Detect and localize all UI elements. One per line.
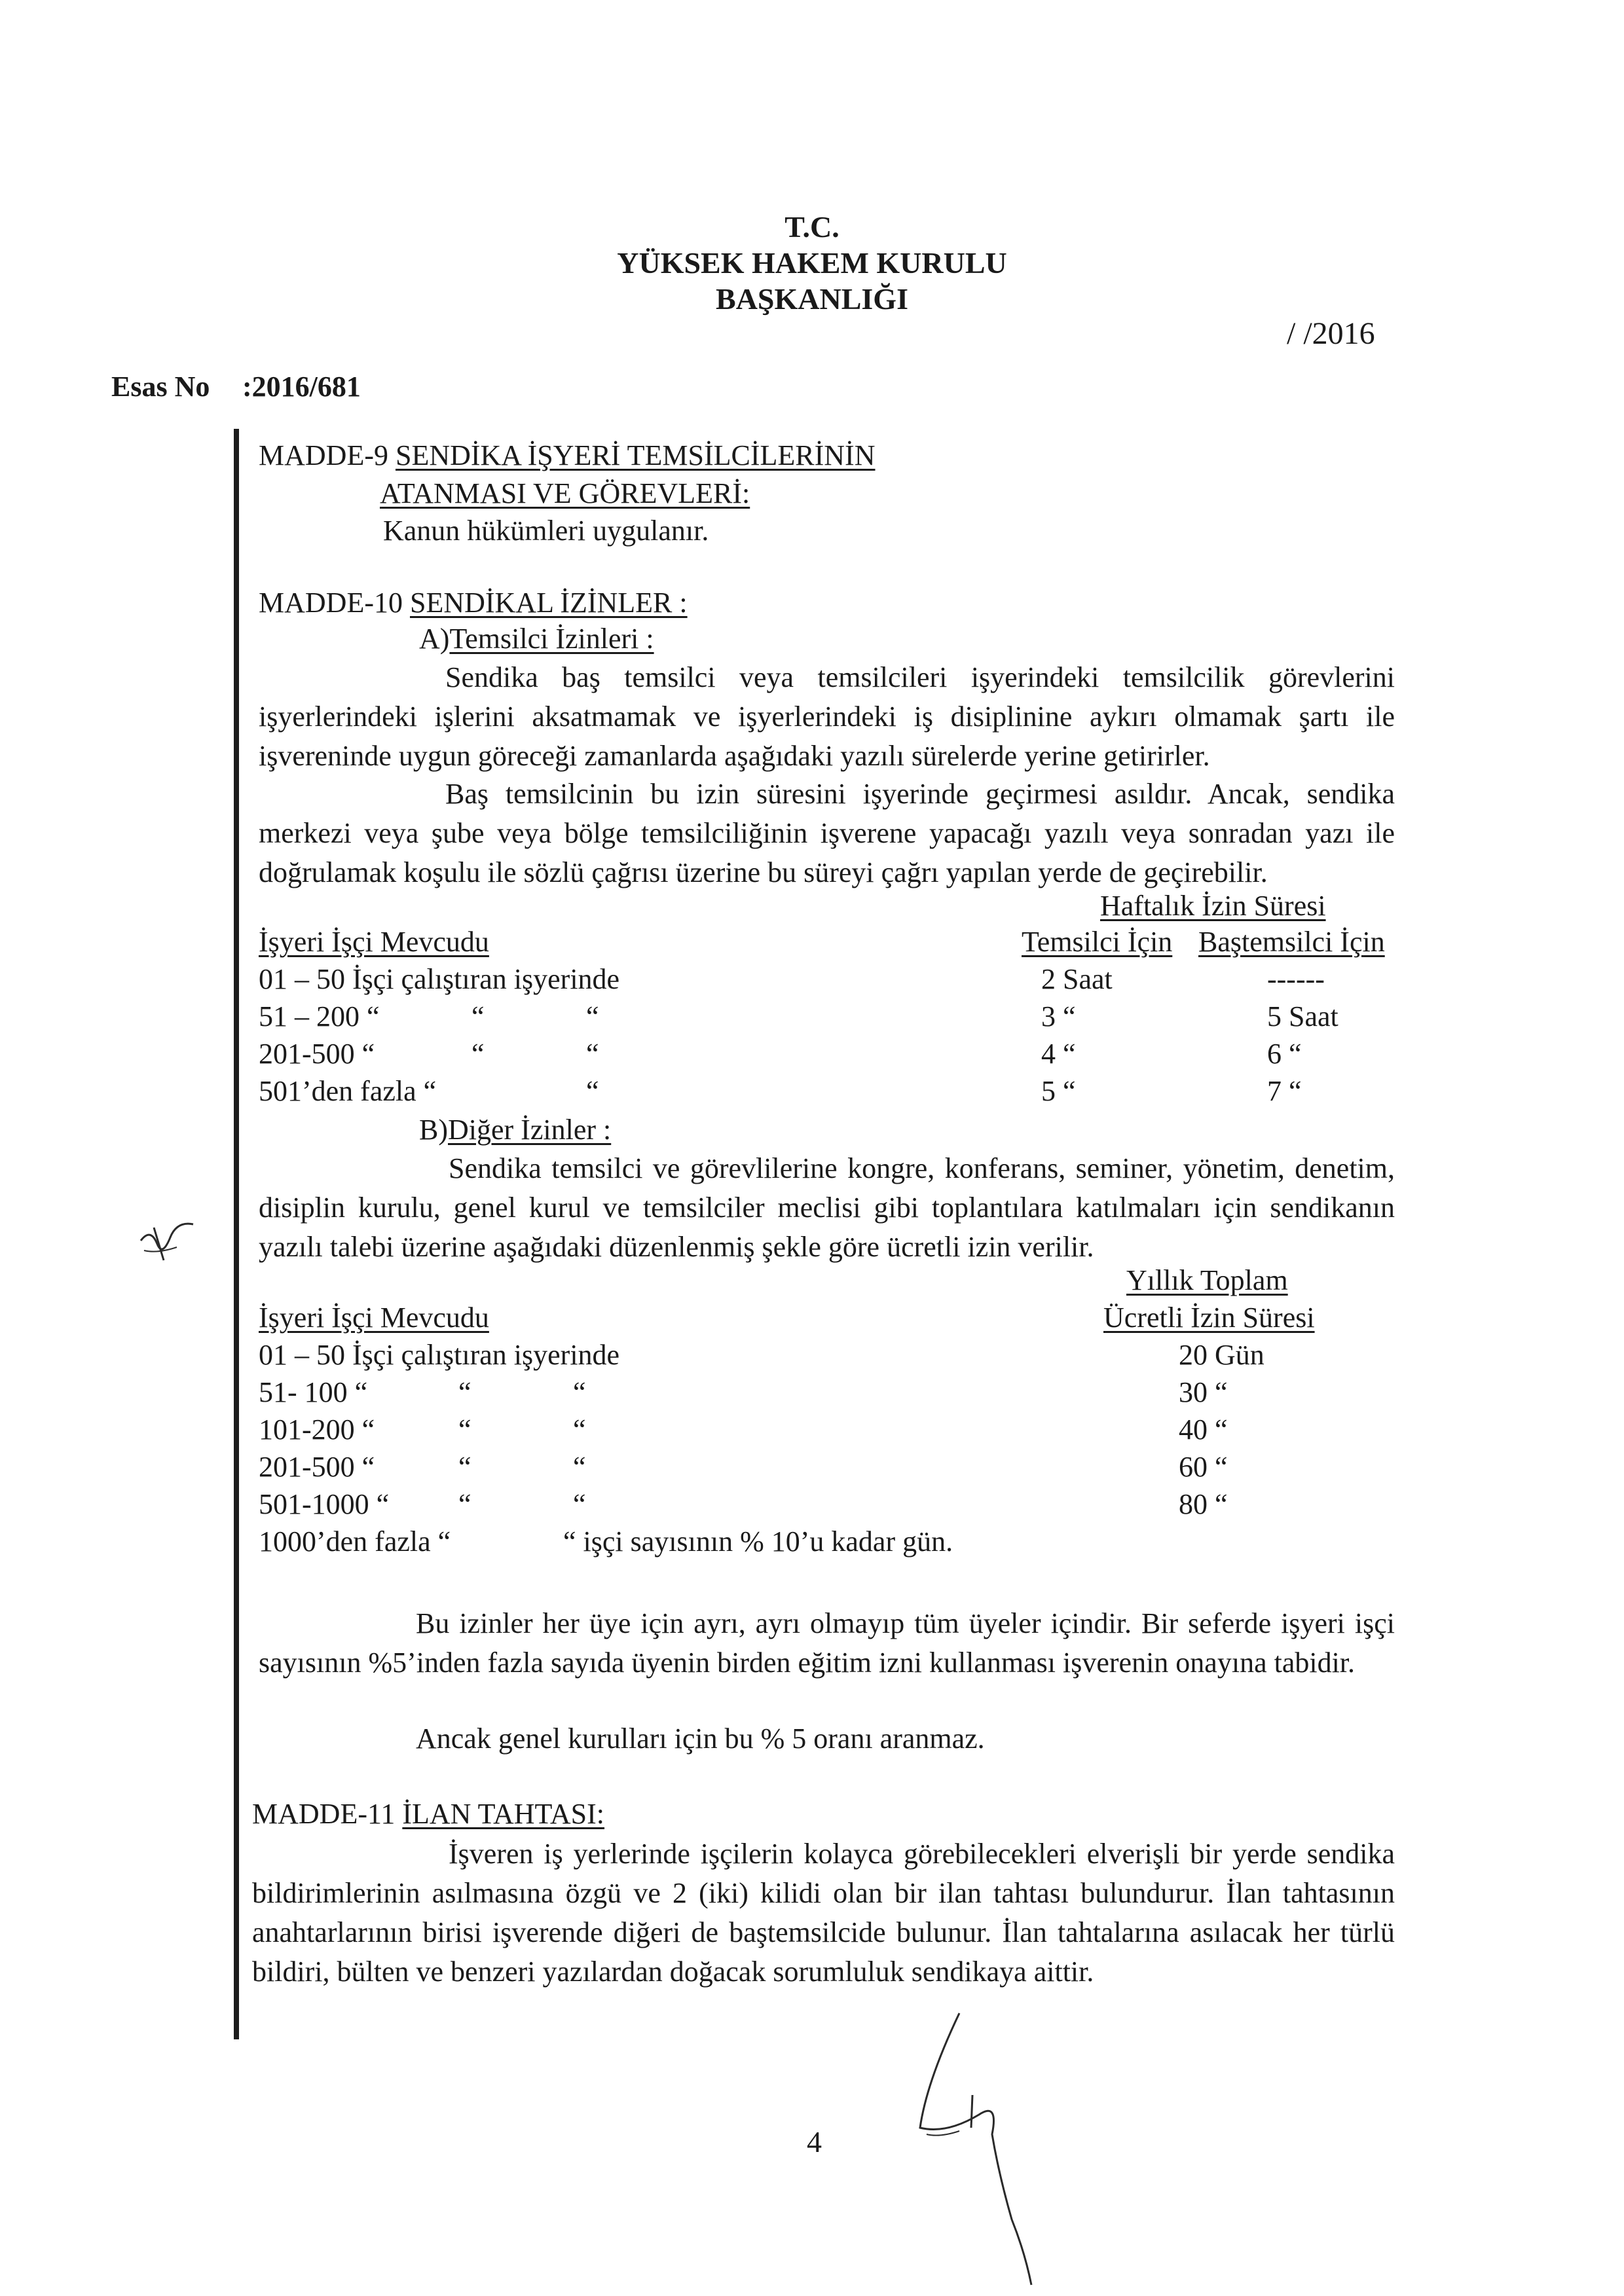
section-a-prefix: A) [419,623,450,655]
table-b-row-value: 40 “ [1179,1413,1228,1446]
table-b-last-row-text: “ işçi sayısının % 10’u kadar gün. [563,1525,953,1558]
initials-mark [131,1214,203,1273]
table-a-row-rep: 3 “ [1041,1000,1076,1032]
table-b-row-ditto: “ [458,1376,471,1408]
madde10-prefix: MADDE-10 [259,587,403,619]
table-a-col-head-rep: Baştemsilci İçin [1198,926,1385,958]
table-b-row-label: 51- 100 “ [259,1376,368,1408]
table-b-col-workplace: İşyeri İşçi Mevcudu [259,1302,489,1334]
table-b-title-line2: Ücretli İzin Süresi [1103,1302,1315,1334]
table-a-row-head: 6 “ [1267,1038,1302,1070]
table-a-row-rep: 4 “ [1041,1038,1076,1070]
madde11-paragraph: İşveren iş yerlerinde işçilerin kolayca görebilecekleri elverişli bir yerde sendika bildirimlerinin asılmasına özgü ve 2 (iki) kilidi olan bir ilan tahtası bulundurur. İlan tahtasının anahtarlarının birisi işverende diğeri de baştemsilcide bulunur. İlan tahtalarına asılacak her türlü bildiri, bülten ve benzeri yazılardan doğacak sorumluluk sendikaya aittir. [252,1838,1395,1988]
table-a-row-rep: 5 “ [1041,1075,1076,1107]
table-b-row-ditto: “ [458,1451,471,1483]
table-a-row-ditto: “ [586,1075,599,1107]
table-b-row-value: 30 “ [1179,1376,1228,1408]
table-a-row-ditto: “ [586,1038,599,1070]
table-b-row-ditto: “ [458,1413,471,1446]
table-a-title: Haftalık İzin Süresi [1100,890,1326,922]
signature-mark [900,2003,1071,2291]
table-a-col-rep: Temsilci İçin [1022,926,1173,958]
section-a-paragraph-2: Baş temsilcinin bu izin süresini işyerinde geçirmesi asıldır. Ancak, sendika merkezi veya şube veya bölge temsilciliğinin işverene yapacağı yazılı veya sonradan yazı ile doğrulamak koşulu ile sözlü çağrısı üzerine bu süreyi çağrı yapılan yerde de geçirebilir. [259,778,1395,888]
table-b-row-ditto: “ [573,1488,586,1520]
table-a-row-head: 7 “ [1267,1075,1302,1107]
table-a-row-head: ------ [1267,963,1325,995]
header-institution: YÜKSEK HAKEM KURULU [617,246,1007,280]
madde11-prefix: MADDE-11 [252,1798,396,1830]
madde9-prefix: MADDE-9 [259,439,388,471]
madde9-title-line1: SENDİKA İŞYERİ TEMSİLCİLERİNİN [395,439,876,471]
section-a-paragraph-1: Sendika baş temsilci veya temsilcileri işyerindeki temsilcilik görevlerini işyerlerindeki işlerini aksatmamak ve işyerlerindeki iş disiplinine aykırı olmamak şartı ile işvereninde uygun göreceği zamanlarda aşağıdaki yazılı sürelerde yerine getirirler. [259,661,1395,772]
madde11-title: İLAN TAHTASI: [402,1798,605,1830]
margin-bar [234,429,239,2039]
table-b-row-label: 01 – 50 İşçi çalıştıran işyerinde [259,1339,620,1371]
madde10-title: SENDİKAL İZİNLER : [409,587,688,619]
table-b-row-value: 20 Gün [1179,1339,1264,1371]
table-b-last-row-label: 1000’den fazla “ [259,1525,451,1558]
madde10-heading [259,586,688,619]
section-a-title: Temsilci İzinleri : [449,623,654,655]
table-b-row-ditto: “ [573,1451,586,1483]
section-b-paragraph-2: Bu izinler her üye için ayrı, ayrı olmayıp tüm üyeler içindir. Bir seferde işyeri işçi sayısının %5’inden fazla sayıda üyenin birden eğitim izni kullanması işverenin onayına tabidir. [259,1607,1395,1679]
table-a-row-rep: 2 Saat [1041,963,1113,995]
table-a-row-label: 201-500 “ [259,1038,375,1070]
header-presidency: BAŞKANLIĞI [716,282,908,316]
table-b-row-label: 101-200 “ [259,1413,375,1446]
table-b-row-value: 80 “ [1179,1488,1228,1520]
table-b-row-ditto: “ [458,1488,471,1520]
section-b-paragraph-3: Ancak genel kurulları için bu % 5 oranı aranmaz. [416,1722,985,1755]
esas-no-label: Esas No [111,371,210,403]
table-a-col-workplace: İşyeri İşçi Mevcudu [259,926,489,958]
table-b-row-value: 60 “ [1179,1451,1228,1483]
table-a-row-head: 5 Saat [1267,1000,1338,1032]
section-b-paragraph-1: Sendika temsilci ve görevlilerine kongre, konferans, seminer, yönetim, denetim, disiplin kurulu, genel kurul ve temsilciler meclisi gibi toplantılara katılmaları için sendikanın yazılı talebi üzerine aşağıdaki düzenlenmiş şekle göre ücretli izin verilir. [259,1152,1395,1263]
table-a-row-ditto: “ [471,1000,485,1032]
madde9-text: Kanun hükümleri uygulanır. [383,515,709,547]
table-a-row-label: 501’den fazla “ [259,1075,437,1107]
table-b-row-ditto: “ [573,1413,586,1446]
table-a-row-label: 51 – 200 “ [259,1000,380,1032]
madde11-heading [252,1797,604,1831]
section-b-prefix: B) [419,1114,448,1146]
section-b-heading [419,1113,611,1146]
madde9-title-line2: ATANMASI VE GÖREVLERİ: [380,477,750,509]
document-date: / /2016 [1287,316,1375,351]
section-b-title: Diğer İzinler : [448,1114,612,1146]
section-a-heading [419,622,654,655]
table-a-row-ditto: “ [586,1000,599,1032]
table-b-title-line1: Yıllık Toplam [1126,1264,1288,1296]
page-number: 4 [807,2125,822,2159]
madde9-heading [259,439,875,472]
table-a-row-label: 01 – 50 İşçi çalıştıran işyerinde [259,963,620,995]
table-b-row-label: 201-500 “ [259,1451,375,1483]
header-tc: T.C. [784,210,840,244]
esas-no-value: :2016/681 [242,371,361,403]
table-b-row-label: 501-1000 “ [259,1488,390,1520]
table-b-row-ditto: “ [573,1376,586,1408]
table-a-row-ditto: “ [471,1038,485,1070]
